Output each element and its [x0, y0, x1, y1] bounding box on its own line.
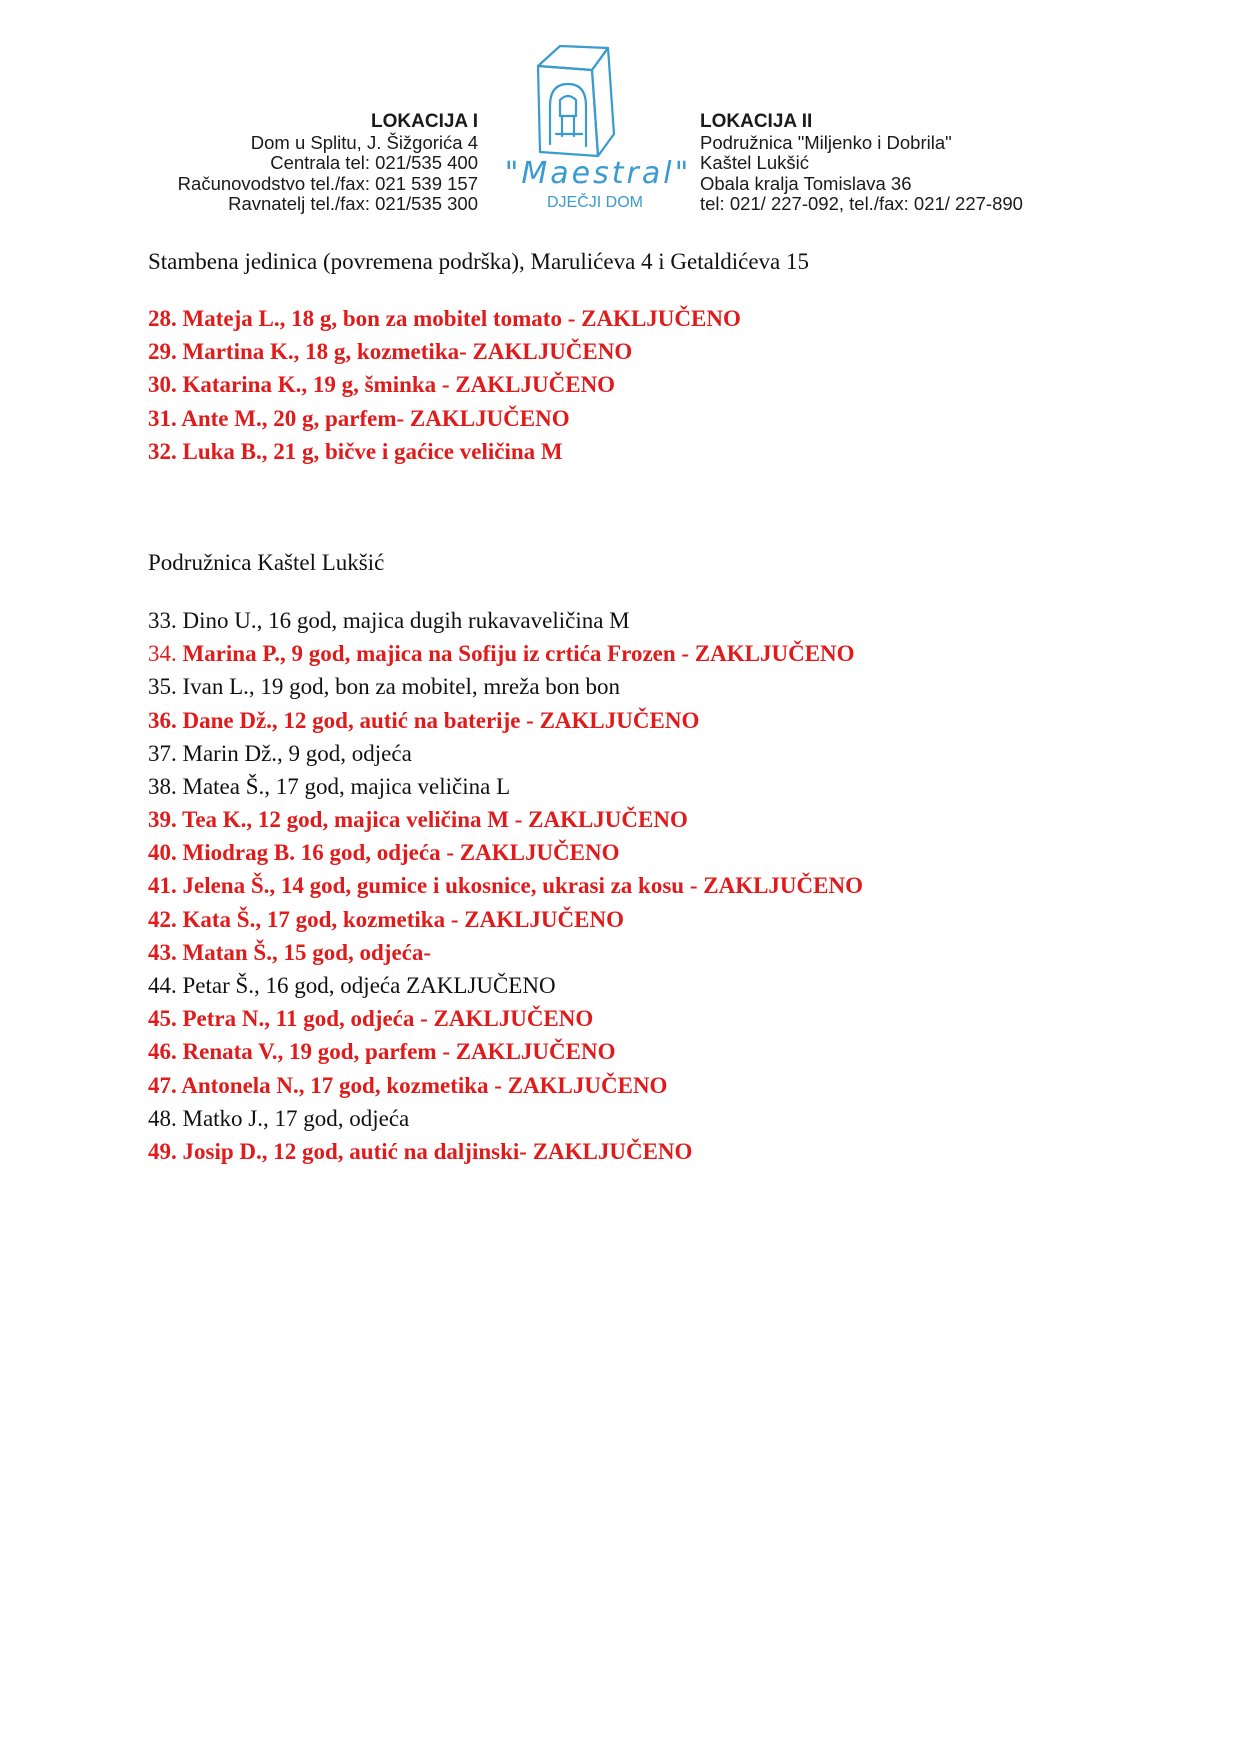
location-2-line: Podružnica "Miljenko i Dobrila": [700, 131, 952, 153]
list-item: 33. Dino U., 16 god, majica dugih rukavaveličina M: [148, 607, 630, 633]
logo-subtitle: DJEČJI DOM: [547, 194, 643, 211]
list-item: 30. Katarina K., 19 g, šminka - ZAKLJUČENO: [148, 372, 616, 398]
list-item: 43. Matan Š., 15 god, odjeća-: [148, 939, 432, 965]
location-1-block: [178, 112, 478, 215]
list-item: 49. Josip D., 12 god, autić na daljinski- ZAKLJUČENO: [148, 1138, 693, 1164]
section-title: Stambena jedinica (povremena podrška), Marulićeva 4 i Getaldićeva 15: [148, 249, 809, 274]
item-number: 34.: [148, 641, 183, 667]
location-2-block: [700, 112, 1023, 215]
location-1-line: Ravnatelj tel./fax: 021/535 300: [228, 193, 478, 214]
list-item: 38. Matea Š., 17 god, majica veličina L: [148, 773, 511, 799]
list-item: 37. Marin Dž., 9 god, odjeća: [148, 740, 412, 766]
list-item: 28. Mateja L., 18 g, bon za mobitel tomato - ZAKLJUČENO: [148, 306, 741, 331]
location-1-line: Dom u Splitu, J. Šižgorića 4: [250, 131, 478, 153]
location-2-line: Kaštel Lukšić: [700, 152, 809, 173]
logo-script-text: "Maestral": [504, 156, 692, 191]
list-item: 47. Antonela N., 17 god, kozmetika - ZAKLJUČENO: [148, 1072, 668, 1098]
maestral-logo: [490, 44, 700, 219]
house-logo-icon: [490, 44, 700, 164]
wish-list: [148, 604, 1148, 1168]
list-item: 46. Renata V., 19 god, parfem - ZAKLJUČENO: [148, 1039, 616, 1065]
list-item: 48. Matko J., 17 god, odjeća: [148, 1105, 410, 1131]
list-item: 36. Dane Dž., 12 god, autić na baterije - ZAKLJUČENO: [148, 707, 700, 733]
list-item: 45. Petra N., 11 god, odjeća - ZAKLJUČENO: [148, 1006, 594, 1032]
list-item: 40. Miodrag B. 16 god, odjeća - ZAKLJUČENO: [148, 840, 620, 866]
list-item: 39. Tea K., 12 god, majica veličina M - ZAKLJUČENO: [148, 807, 688, 833]
list-item: 42. Kata Š., 17 god, kozmetika - ZAKLJUČENO: [148, 906, 624, 932]
location-2-title: LOKACIJA II: [700, 111, 813, 132]
list-item: 35. Ivan L., 19 god, bon za mobitel, mreža bon bon: [148, 674, 621, 700]
location-1-line: Centrala tel: 021/535 400: [270, 152, 478, 173]
list-item: 41. Jelena Š., 14 god, gumice i ukosnice, ukrasi za kosu - ZAKLJUČENO: [148, 873, 863, 899]
list-item: 31. Ante M., 20 g, parfem- ZAKLJUČENO: [148, 405, 570, 431]
location-1-title: LOKACIJA I: [371, 111, 478, 132]
letterhead: [0, 44, 1240, 224]
section-title: Podružnica Kaštel Lukšić: [148, 549, 385, 575]
list-item: [148, 637, 1148, 670]
wish-list: [148, 302, 1148, 468]
document-body: [148, 249, 1148, 1168]
location-1-line: Računovodstvo tel./fax: 021 539 157: [177, 172, 478, 194]
item-text: Marina P., 9 god, majica na Sofiju iz crtića Frozen - ZAKLJUČENO: [182, 641, 855, 667]
list-item: 32. Luka B., 21 g, bičve i gaćice veličina M: [148, 438, 563, 464]
list-item: 29. Martina K., 18 g, kozmetika- ZAKLJUČENO: [148, 339, 633, 365]
location-2-line: Obala kralja Tomislava 36: [700, 172, 912, 194]
list-item: 44. Petar Š., 16 god, odjeća ZAKLJUČENO: [148, 973, 556, 998]
location-2-line: tel: 021/ 227-092, tel./fax: 021/ 227-890: [700, 193, 1023, 214]
